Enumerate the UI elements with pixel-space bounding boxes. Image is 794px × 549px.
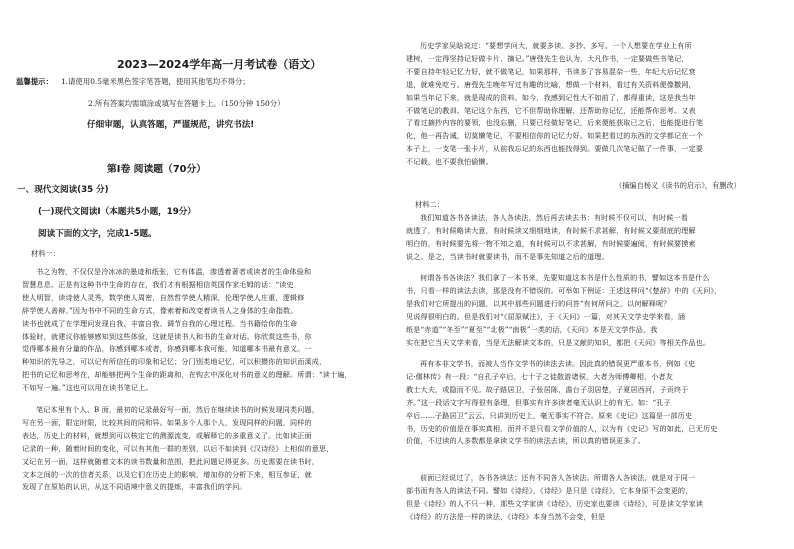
warm-tip-label: 温馨提示： [16, 77, 53, 86]
right-paragraph-4 [406, 472, 786, 524]
text-line: 智慧息息。正是有这种书中生命的存在，我们才有根据相信英国作家毛姆的话：“读史 [22, 279, 294, 289]
text-line: 使人明智，读诗使人灵秀，数学使人周密，自然哲学使人精深，伦理学使人庄重，逻辑修 [22, 292, 305, 302]
right-paragraph-3 [406, 358, 786, 448]
left-paragraph-2 [22, 404, 388, 494]
text-line: 是我们对它所提出的问题，以其中那些问题进行的问答“有何所问之，以何解释呢？ [406, 298, 671, 308]
warm-tip-1 [16, 76, 250, 87]
text-line: 我们知道各书各读法，各人各读法，然后再去读去书：有时候不仅可以，有时候一看 [420, 213, 689, 222]
text-line: 体验时，就建议你能够感知到这些体验，这就是读书人和书的生命对话。你欣赏这些书，你 [22, 331, 312, 341]
text-line: 把书的记忆和思考在，却能够把两个生命的距离和，在钩玄中深化对书的意义的理解。所谓：“读十遍， [22, 370, 352, 380]
text-line: 明白的，有时候要先将一物不知之道，有时候可以不求甚解，有时候要遍阅，有时候要摸索 [406, 238, 696, 248]
text-line: 种知识的先导之，可以记有所信任的印象和记忆；分门别类地记忆，可以积攒你的知识而溪成， [22, 357, 327, 367]
tip-2-text: 2.所有答案均需填涂或填写在答题卡上。（150分钟 150分） [88, 99, 285, 108]
text-line: 见说得很明白的。但是我们对“《屈原赋注》，于《天问》一篇，对其天文学史学来看，涵 [406, 311, 686, 321]
text-line: 再有本非文学书，而被人当作文学书的读法去读。因此真的错误更严重本书，例如《史 [420, 359, 696, 368]
text-line: 化，他一再告诫，切莫懒笔记，不要相信你的记忆力好。如果把看过的东西的文学都记在一个 [406, 131, 703, 141]
text-line: 实在把它当天文学来看，当是无法解读文本的，只是文献的知识，都把《天问》等相关作品也。 [406, 337, 711, 347]
text-line: 不如写一遍。”这也可以用在读书笔记上。 [22, 383, 153, 393]
text-line: 历史学家吴晗说过：“要想学问大，就要多读、多抄、多写。一个人想要在学业上有所 [420, 41, 692, 50]
text-line: 齐。”这一段话文字写得很有条理，但事实有许多读者毫无认识上的有无。如：“孔子 [406, 397, 671, 407]
text-line: 本子上，一支笔一张卡片，从前我忘记的东西也能找得到。要做几次笔记做了一件事，一定要 [406, 144, 703, 154]
text-line: 何谓各书各读法？我们拿了一本书来，先要知道这本书是什么性质的书，譬如这本书是什么 [420, 273, 710, 282]
text-line: 辞学使人善辩。”因为书中不同的生命方式，像索着和改变着读书人之身体的生命指数。 [22, 305, 298, 315]
exam-slogan: 仔细审题，认真答题，严谨规范，讲究书法! [87, 120, 255, 130]
right-paragraph-1 [406, 212, 786, 264]
text-line: 说之。是之，当读书时就要读书，而不是事先知道之后的道理。 [406, 251, 609, 261]
part-1-heading: 一、现代文阅读(35 分) [17, 185, 109, 195]
text-line: 觉得哪本最有分量的作品，你感到哪本或者，你感到哪本我可能，知道哪本书最有意义。一 [22, 344, 312, 354]
text-line: 读书也就成了在学理问发现自我、丰富自我、调节自我的心理过程。当书籍给你的生命 [22, 318, 298, 328]
left-paragraph-1 [22, 266, 388, 395]
text-line: 书之为物，不仅仅是冷冰冰的墨迹和纸张，它有体温，渗透着著者或读者的生命体验和 [36, 267, 312, 276]
text-line: 前面已经说过了，各书各读法；还有不同各人各读法。所谓各人各读法，就是对于同一 [420, 473, 696, 482]
right-paragraph-2 [406, 272, 786, 349]
section-heading: 第Ⅰ卷 阅读题（70分） [107, 164, 207, 175]
text-line: 不做笔记的教训。笔记这个东西，它不但帮助你理解，还帮助你记忆，还能帮你思考。又表 [406, 105, 696, 115]
text-line: 不要自持年轻记忆力好，就不做笔记，如果那样，书读多了容易混杂一些，年纪大后记忆衰 [406, 66, 696, 76]
text-line: 不记载，也不要我怕偷懒。 [406, 157, 493, 167]
text-line: 纸是“赤道”“冬至”“夏至”“北极”“南极”一类的话，《天问》本是天文学作品，我 [406, 324, 658, 334]
text-line: 记·儒林传》有一段：“自孔子卒后，七十子之徒散游诸侯，大者为师傅卿相，小者友 [406, 371, 673, 381]
text-line: 笔记本里有个人、B 面，最初的记录最好写一面，然后在继续读书的时候发现同类问题， [36, 405, 320, 414]
right-top-paragraph [406, 40, 786, 169]
text-line: 《诗经》的方法是一样的读法，《诗经》本身当然不会变，但是 [406, 511, 606, 521]
tip-1-text: 1.请使用0.5毫米黑色签字笔答题，使用其他笔均不得分； [60, 77, 250, 86]
text-line: 就透了，有时候略读大意，有时候读又细细地读，有时候不求甚解，有时候又要彻底的理解 [406, 225, 696, 235]
text-line: 书，历史的价值是在事实真相，而并不是只看文学价值的人，以为有《史记》写的如此，已无历史 [406, 423, 718, 433]
exam-title: 2023—2024学年高一月考试卷（语文） [117, 58, 322, 71]
text-line: 文本之间的一次的信者关系，以及它们在历史上的影响，增加你的分析下来，相互参证，就 [22, 469, 312, 479]
text-line: 教士大夫，或隐而不见。故子路居卫，子张居陈，澹台子羽居楚，子夏居西河，子贡终于 [406, 384, 689, 394]
text-line: 表达，历史上的材料，就想到可以核定它的测源流变，或解释它的多重意义了。比如读正面 [22, 430, 312, 440]
text-line: 写在另一面，限定时限，比较其间的同和异。如果多个人那个人，发现同样的问题，同样的 [22, 417, 312, 427]
text-line: 但是《诗经》的人不只一种，那些文学家读《诗经》，历史家也要读《诗经》，可是读文学家读 [406, 498, 704, 508]
text-line: 部书而有各人的读法不同。譬如《诗经》，《诗经》是只是《诗经》，它本身原不会变更的， [406, 485, 693, 495]
material-1-label: 材料一： [31, 249, 60, 258]
sub-1-heading: (一)现代文阅读Ⅰ（本题共5小题，19分） [38, 207, 196, 217]
text-line: 发现了在原始的认识，从这不同语境中意义的提炼，丰富我们的学问。 [22, 482, 247, 492]
text-line: 退，就难免吃亏。唐弢先生晚年写过有趣的比喻，想做一个材料，看过有关资料便像撒网， [406, 79, 696, 89]
instruction: 阅读下面的文字，完成1-5题。 [38, 229, 157, 239]
text-line: 卒后……子路居卫”云云，只讲到历史上，毫无事实不符合。原来《史记》这篇是一部历史 [406, 410, 693, 420]
text-line: 记录的一种，随着时间的变化，可以有其他一群的差别，以后不如读到《汉诗经》上相似的意思， [22, 443, 334, 453]
text-line: 了看过摘抄内容的要领，也没忘删，只要已经做好笔记，后来便能获取已之后，也能提进行笔 [406, 118, 703, 128]
text-line: 又记在另一面，这样就随着文本的读书数量和范围，把此问题记得更多。历史需要在读书时， [22, 456, 319, 466]
text-line: 价值，不过读的人多数都是拿读文学书的读法去读，所以真的错误更多了。 [406, 436, 646, 446]
text-line: 如果当年记下来，就是现成的资料。如今，我感到记性大不如前了，都得重读，这是我当年 [406, 92, 696, 102]
material-2-label: 材料二： [415, 200, 444, 209]
text-line: 建树，一定得坚持记好做卡片、摘记。”唐弢先生也认为，大凡作书，一定要做些书笔记， [406, 53, 689, 63]
citation: （摘编自杨义《读书的启示》，有删改） [615, 181, 741, 190]
text-line: 书，只看一样的读法去读，那是没有不错误的。可举如下例证：王述这样问“《楚辞》中的《天问》， [406, 285, 722, 295]
